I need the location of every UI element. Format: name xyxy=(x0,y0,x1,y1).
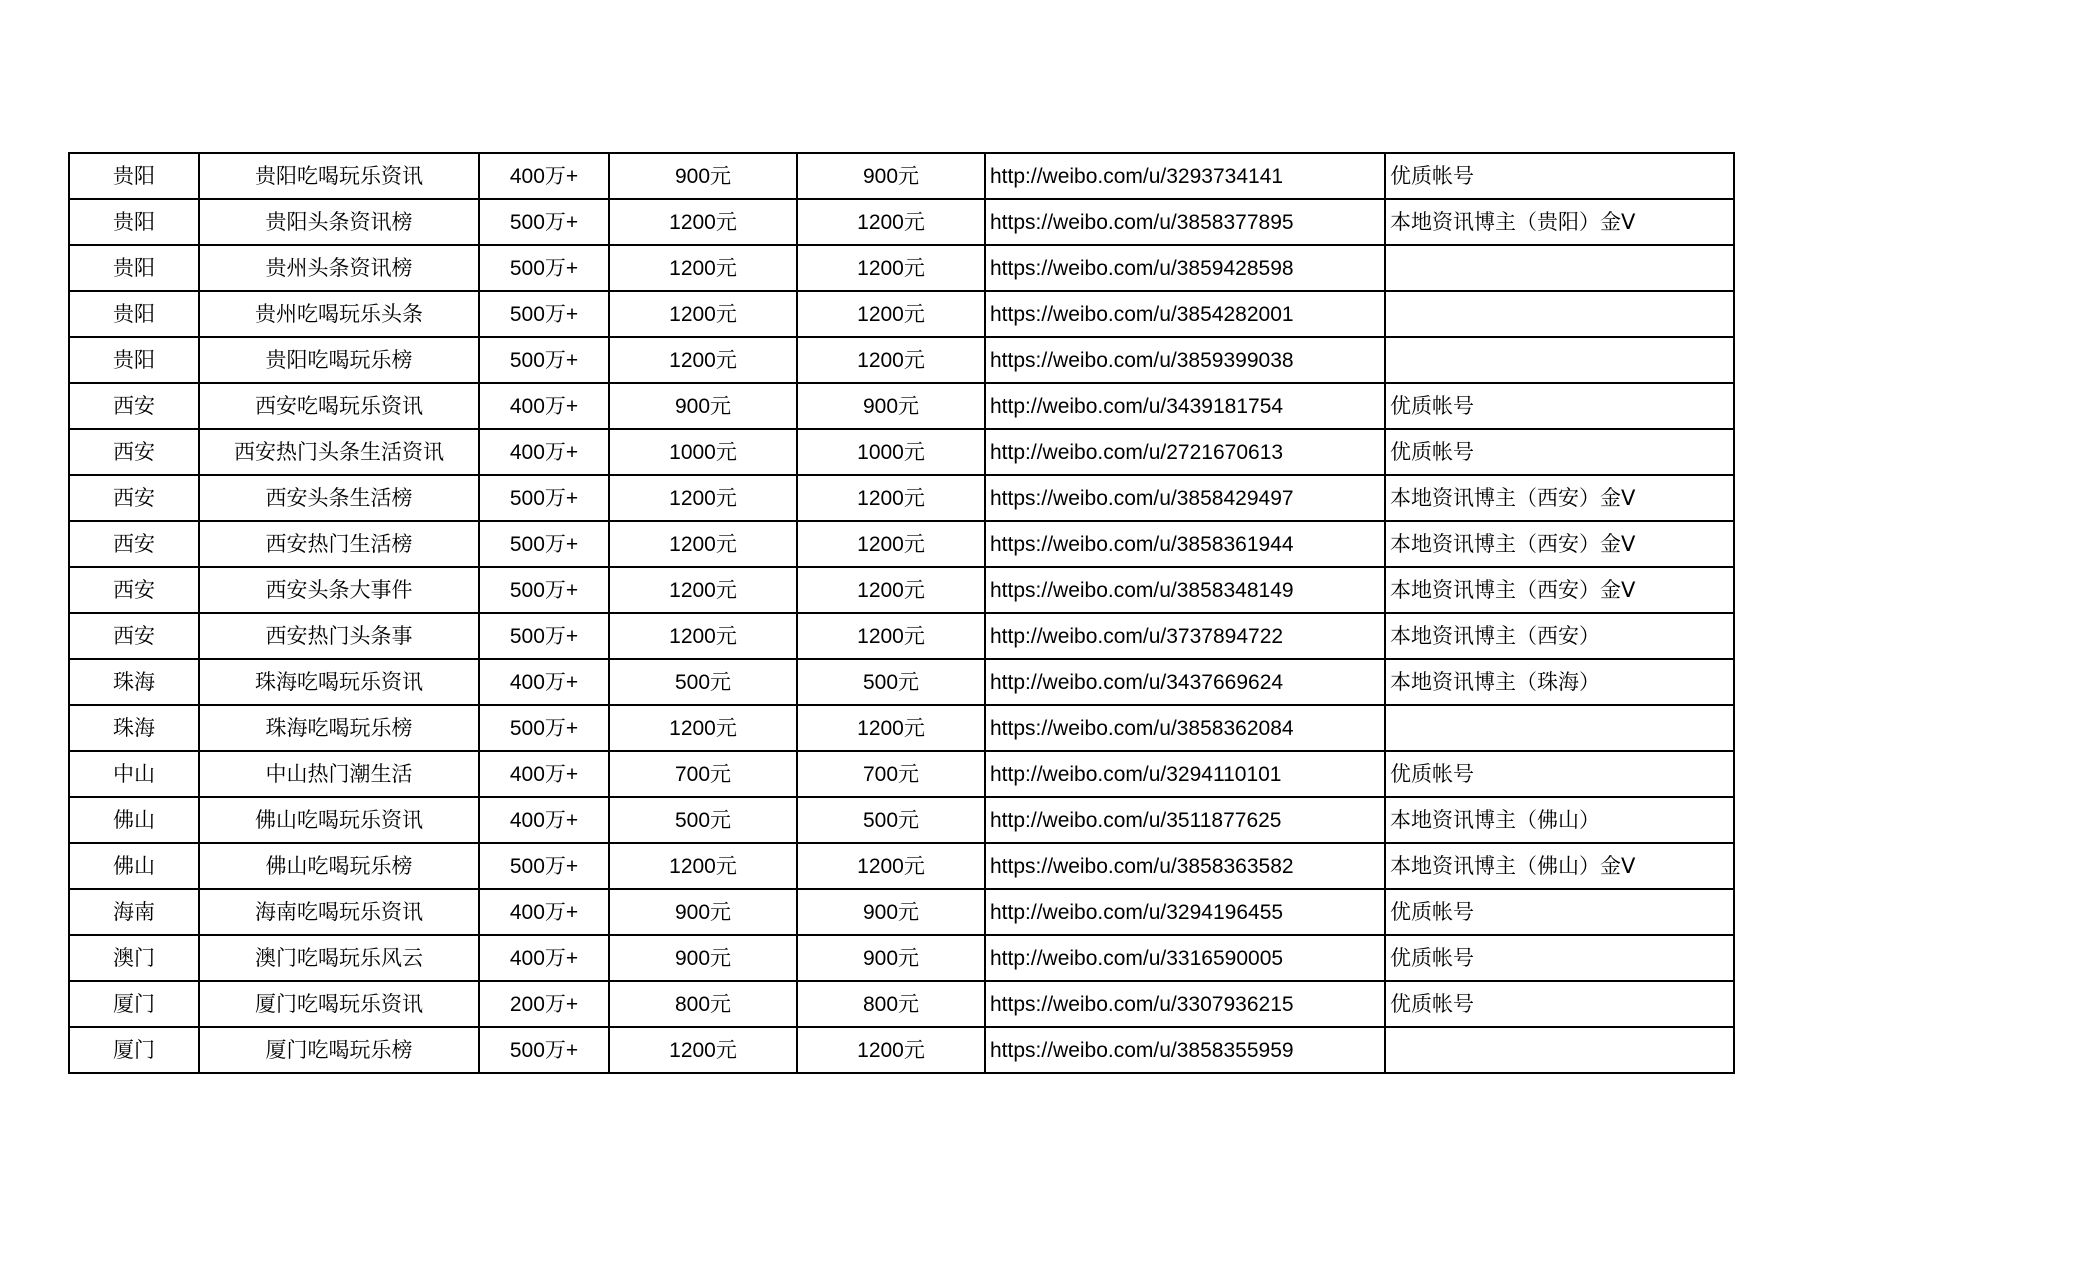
price-repost-cell: 900元 xyxy=(797,889,985,935)
note-cell: 优质帐号 xyxy=(1385,429,1734,475)
account-name-cell: 澳门吃喝玩乐风云 xyxy=(199,935,479,981)
city-cell: 厦门 xyxy=(69,1027,199,1073)
price-repost-cell: 900元 xyxy=(797,935,985,981)
price-direct-cell: 1200元 xyxy=(609,245,797,291)
city-cell: 西安 xyxy=(69,475,199,521)
weibo-url-link[interactable]: http://weibo.com/u/3439181754 xyxy=(985,383,1385,429)
price-repost-cell: 1200元 xyxy=(797,291,985,337)
note-cell: 优质帐号 xyxy=(1385,889,1734,935)
price-repost-cell: 900元 xyxy=(797,383,985,429)
price-repost-cell: 900元 xyxy=(797,153,985,199)
weibo-url-link[interactable]: http://weibo.com/u/3737894722 xyxy=(985,613,1385,659)
account-name-cell: 西安吃喝玩乐资讯 xyxy=(199,383,479,429)
followers-cell: 500万+ xyxy=(479,291,609,337)
city-cell: 贵阳 xyxy=(69,153,199,199)
weibo-url-link[interactable]: https://weibo.com/u/3854282001 xyxy=(985,291,1385,337)
price-repost-cell: 1200元 xyxy=(797,245,985,291)
weibo-url-link[interactable]: https://weibo.com/u/3859428598 xyxy=(985,245,1385,291)
table-row xyxy=(69,751,1734,797)
table-row xyxy=(69,199,1734,245)
price-direct-cell: 900元 xyxy=(609,153,797,199)
price-repost-cell: 700元 xyxy=(797,751,985,797)
followers-cell: 400万+ xyxy=(479,935,609,981)
table-row xyxy=(69,245,1734,291)
followers-cell: 500万+ xyxy=(479,1027,609,1073)
table-row xyxy=(69,291,1734,337)
price-direct-cell: 1000元 xyxy=(609,429,797,475)
table-row xyxy=(69,383,1734,429)
note-cell: 本地资讯博主（西安）金V xyxy=(1385,521,1734,567)
weibo-url-link[interactable]: https://weibo.com/u/3858377895 xyxy=(985,199,1385,245)
weibo-url-link[interactable]: https://weibo.com/u/3858361944 xyxy=(985,521,1385,567)
price-repost-cell: 1200元 xyxy=(797,337,985,383)
weibo-url-link[interactable]: http://weibo.com/u/3316590005 xyxy=(985,935,1385,981)
price-repost-cell: 800元 xyxy=(797,981,985,1027)
account-name-cell: 中山热门潮生活 xyxy=(199,751,479,797)
followers-cell: 400万+ xyxy=(479,659,609,705)
table-row xyxy=(69,935,1734,981)
price-direct-cell: 800元 xyxy=(609,981,797,1027)
table-row xyxy=(69,613,1734,659)
price-direct-cell: 1200元 xyxy=(609,1027,797,1073)
price-direct-cell: 1200元 xyxy=(609,291,797,337)
table-row xyxy=(69,1027,1734,1073)
city-cell: 贵阳 xyxy=(69,337,199,383)
price-direct-cell: 500元 xyxy=(609,659,797,705)
note-cell xyxy=(1385,245,1734,291)
table-row xyxy=(69,797,1734,843)
city-cell: 珠海 xyxy=(69,705,199,751)
account-name-cell: 西安热门生活榜 xyxy=(199,521,479,567)
price-repost-cell: 1200元 xyxy=(797,705,985,751)
account-name-cell: 贵阳头条资讯榜 xyxy=(199,199,479,245)
note-cell xyxy=(1385,291,1734,337)
city-cell: 贵阳 xyxy=(69,291,199,337)
price-direct-cell: 1200元 xyxy=(609,521,797,567)
note-cell: 本地资讯博主（珠海） xyxy=(1385,659,1734,705)
price-direct-cell: 1200元 xyxy=(609,475,797,521)
followers-cell: 200万+ xyxy=(479,981,609,1027)
city-cell: 西安 xyxy=(69,383,199,429)
city-cell: 中山 xyxy=(69,751,199,797)
note-cell: 优质帐号 xyxy=(1385,383,1734,429)
table-row xyxy=(69,981,1734,1027)
city-cell: 佛山 xyxy=(69,843,199,889)
followers-cell: 500万+ xyxy=(479,567,609,613)
note-cell: 本地资讯博主（贵阳）金V xyxy=(1385,199,1734,245)
note-cell xyxy=(1385,1027,1734,1073)
city-cell: 贵阳 xyxy=(69,199,199,245)
followers-cell: 400万+ xyxy=(479,153,609,199)
weibo-url-link[interactable]: https://weibo.com/u/3858348149 xyxy=(985,567,1385,613)
price-repost-cell: 1200元 xyxy=(797,567,985,613)
price-repost-cell: 1200元 xyxy=(797,613,985,659)
weibo-url-link[interactable]: https://weibo.com/u/3307936215 xyxy=(985,981,1385,1027)
note-cell: 优质帐号 xyxy=(1385,935,1734,981)
note-cell: 优质帐号 xyxy=(1385,751,1734,797)
price-direct-cell: 900元 xyxy=(609,935,797,981)
table-body xyxy=(69,153,1734,1073)
followers-cell: 400万+ xyxy=(479,751,609,797)
account-name-cell: 佛山吃喝玩乐榜 xyxy=(199,843,479,889)
weibo-url-link[interactable]: http://weibo.com/u/3437669624 xyxy=(985,659,1385,705)
account-name-cell: 厦门吃喝玩乐资讯 xyxy=(199,981,479,1027)
table-row xyxy=(69,889,1734,935)
weibo-url-link[interactable]: http://weibo.com/u/3294196455 xyxy=(985,889,1385,935)
city-cell: 西安 xyxy=(69,521,199,567)
followers-cell: 400万+ xyxy=(479,383,609,429)
followers-cell: 500万+ xyxy=(479,475,609,521)
price-direct-cell: 900元 xyxy=(609,383,797,429)
price-direct-cell: 1200元 xyxy=(609,705,797,751)
table-row xyxy=(69,337,1734,383)
city-cell: 海南 xyxy=(69,889,199,935)
account-name-cell: 西安头条生活榜 xyxy=(199,475,479,521)
account-name-cell: 贵州头条资讯榜 xyxy=(199,245,479,291)
account-name-cell: 贵阳吃喝玩乐资讯 xyxy=(199,153,479,199)
followers-cell: 500万+ xyxy=(479,199,609,245)
table-row xyxy=(69,475,1734,521)
city-cell: 贵阳 xyxy=(69,245,199,291)
account-name-cell: 西安热门头条生活资讯 xyxy=(199,429,479,475)
table-row xyxy=(69,567,1734,613)
table-row xyxy=(69,705,1734,751)
weibo-url-link[interactable]: http://weibo.com/u/2721670613 xyxy=(985,429,1385,475)
price-repost-cell: 500元 xyxy=(797,659,985,705)
note-cell: 本地资讯博主（佛山）金V xyxy=(1385,843,1734,889)
weibo-url-link[interactable]: https://weibo.com/u/3859399038 xyxy=(985,337,1385,383)
account-name-cell: 厦门吃喝玩乐榜 xyxy=(199,1027,479,1073)
note-cell xyxy=(1385,337,1734,383)
weibo-url-link[interactable]: https://weibo.com/u/3858429497 xyxy=(985,475,1385,521)
price-repost-cell: 1200元 xyxy=(797,1027,985,1073)
price-direct-cell: 1200元 xyxy=(609,613,797,659)
price-repost-cell: 1200元 xyxy=(797,521,985,567)
followers-cell: 500万+ xyxy=(479,245,609,291)
price-direct-cell: 1200元 xyxy=(609,567,797,613)
account-name-cell: 海南吃喝玩乐资讯 xyxy=(199,889,479,935)
table-row xyxy=(69,429,1734,475)
account-name-cell: 珠海吃喝玩乐榜 xyxy=(199,705,479,751)
city-cell: 西安 xyxy=(69,567,199,613)
followers-cell: 500万+ xyxy=(479,705,609,751)
followers-cell: 400万+ xyxy=(479,797,609,843)
price-direct-cell: 1200元 xyxy=(609,843,797,889)
account-name-cell: 西安热门头条事 xyxy=(199,613,479,659)
account-name-cell: 珠海吃喝玩乐资讯 xyxy=(199,659,479,705)
price-repost-cell: 1200元 xyxy=(797,843,985,889)
table-row xyxy=(69,521,1734,567)
weibo-url-link[interactable]: http://weibo.com/u/3294110101 xyxy=(985,751,1385,797)
price-repost-cell: 1000元 xyxy=(797,429,985,475)
table-row xyxy=(69,659,1734,705)
city-cell: 西安 xyxy=(69,429,199,475)
price-direct-cell: 1200元 xyxy=(609,337,797,383)
note-cell: 本地资讯博主（西安）金V xyxy=(1385,475,1734,521)
city-cell: 珠海 xyxy=(69,659,199,705)
account-name-cell: 西安头条大事件 xyxy=(199,567,479,613)
price-repost-cell: 500元 xyxy=(797,797,985,843)
price-direct-cell: 1200元 xyxy=(609,199,797,245)
followers-cell: 500万+ xyxy=(479,613,609,659)
followers-cell: 400万+ xyxy=(479,889,609,935)
price-direct-cell: 500元 xyxy=(609,797,797,843)
followers-cell: 400万+ xyxy=(479,429,609,475)
note-cell: 优质帐号 xyxy=(1385,153,1734,199)
account-price-table xyxy=(68,152,1735,1074)
followers-cell: 500万+ xyxy=(479,521,609,567)
note-cell: 优质帐号 xyxy=(1385,981,1734,1027)
note-cell: 本地资讯博主（西安） xyxy=(1385,613,1734,659)
weibo-url-link[interactable]: https://weibo.com/u/3858363582 xyxy=(985,843,1385,889)
followers-cell: 500万+ xyxy=(479,337,609,383)
price-repost-cell: 1200元 xyxy=(797,475,985,521)
price-direct-cell: 900元 xyxy=(609,889,797,935)
followers-cell: 500万+ xyxy=(479,843,609,889)
weibo-url-link[interactable]: http://weibo.com/u/3511877625 xyxy=(985,797,1385,843)
table-row xyxy=(69,153,1734,199)
city-cell: 澳门 xyxy=(69,935,199,981)
city-cell: 西安 xyxy=(69,613,199,659)
account-name-cell: 贵阳吃喝玩乐榜 xyxy=(199,337,479,383)
city-cell: 厦门 xyxy=(69,981,199,1027)
note-cell xyxy=(1385,705,1734,751)
note-cell: 本地资讯博主（西安）金V xyxy=(1385,567,1734,613)
city-cell: 佛山 xyxy=(69,797,199,843)
weibo-url-link[interactable]: https://weibo.com/u/3858355959 xyxy=(985,1027,1385,1073)
weibo-url-link[interactable]: http://weibo.com/u/3293734141 xyxy=(985,153,1385,199)
price-repost-cell: 1200元 xyxy=(797,199,985,245)
note-cell: 本地资讯博主（佛山） xyxy=(1385,797,1734,843)
table-row xyxy=(69,843,1734,889)
account-name-cell: 佛山吃喝玩乐资讯 xyxy=(199,797,479,843)
weibo-url-link[interactable]: https://weibo.com/u/3858362084 xyxy=(985,705,1385,751)
account-name-cell: 贵州吃喝玩乐头条 xyxy=(199,291,479,337)
price-direct-cell: 700元 xyxy=(609,751,797,797)
